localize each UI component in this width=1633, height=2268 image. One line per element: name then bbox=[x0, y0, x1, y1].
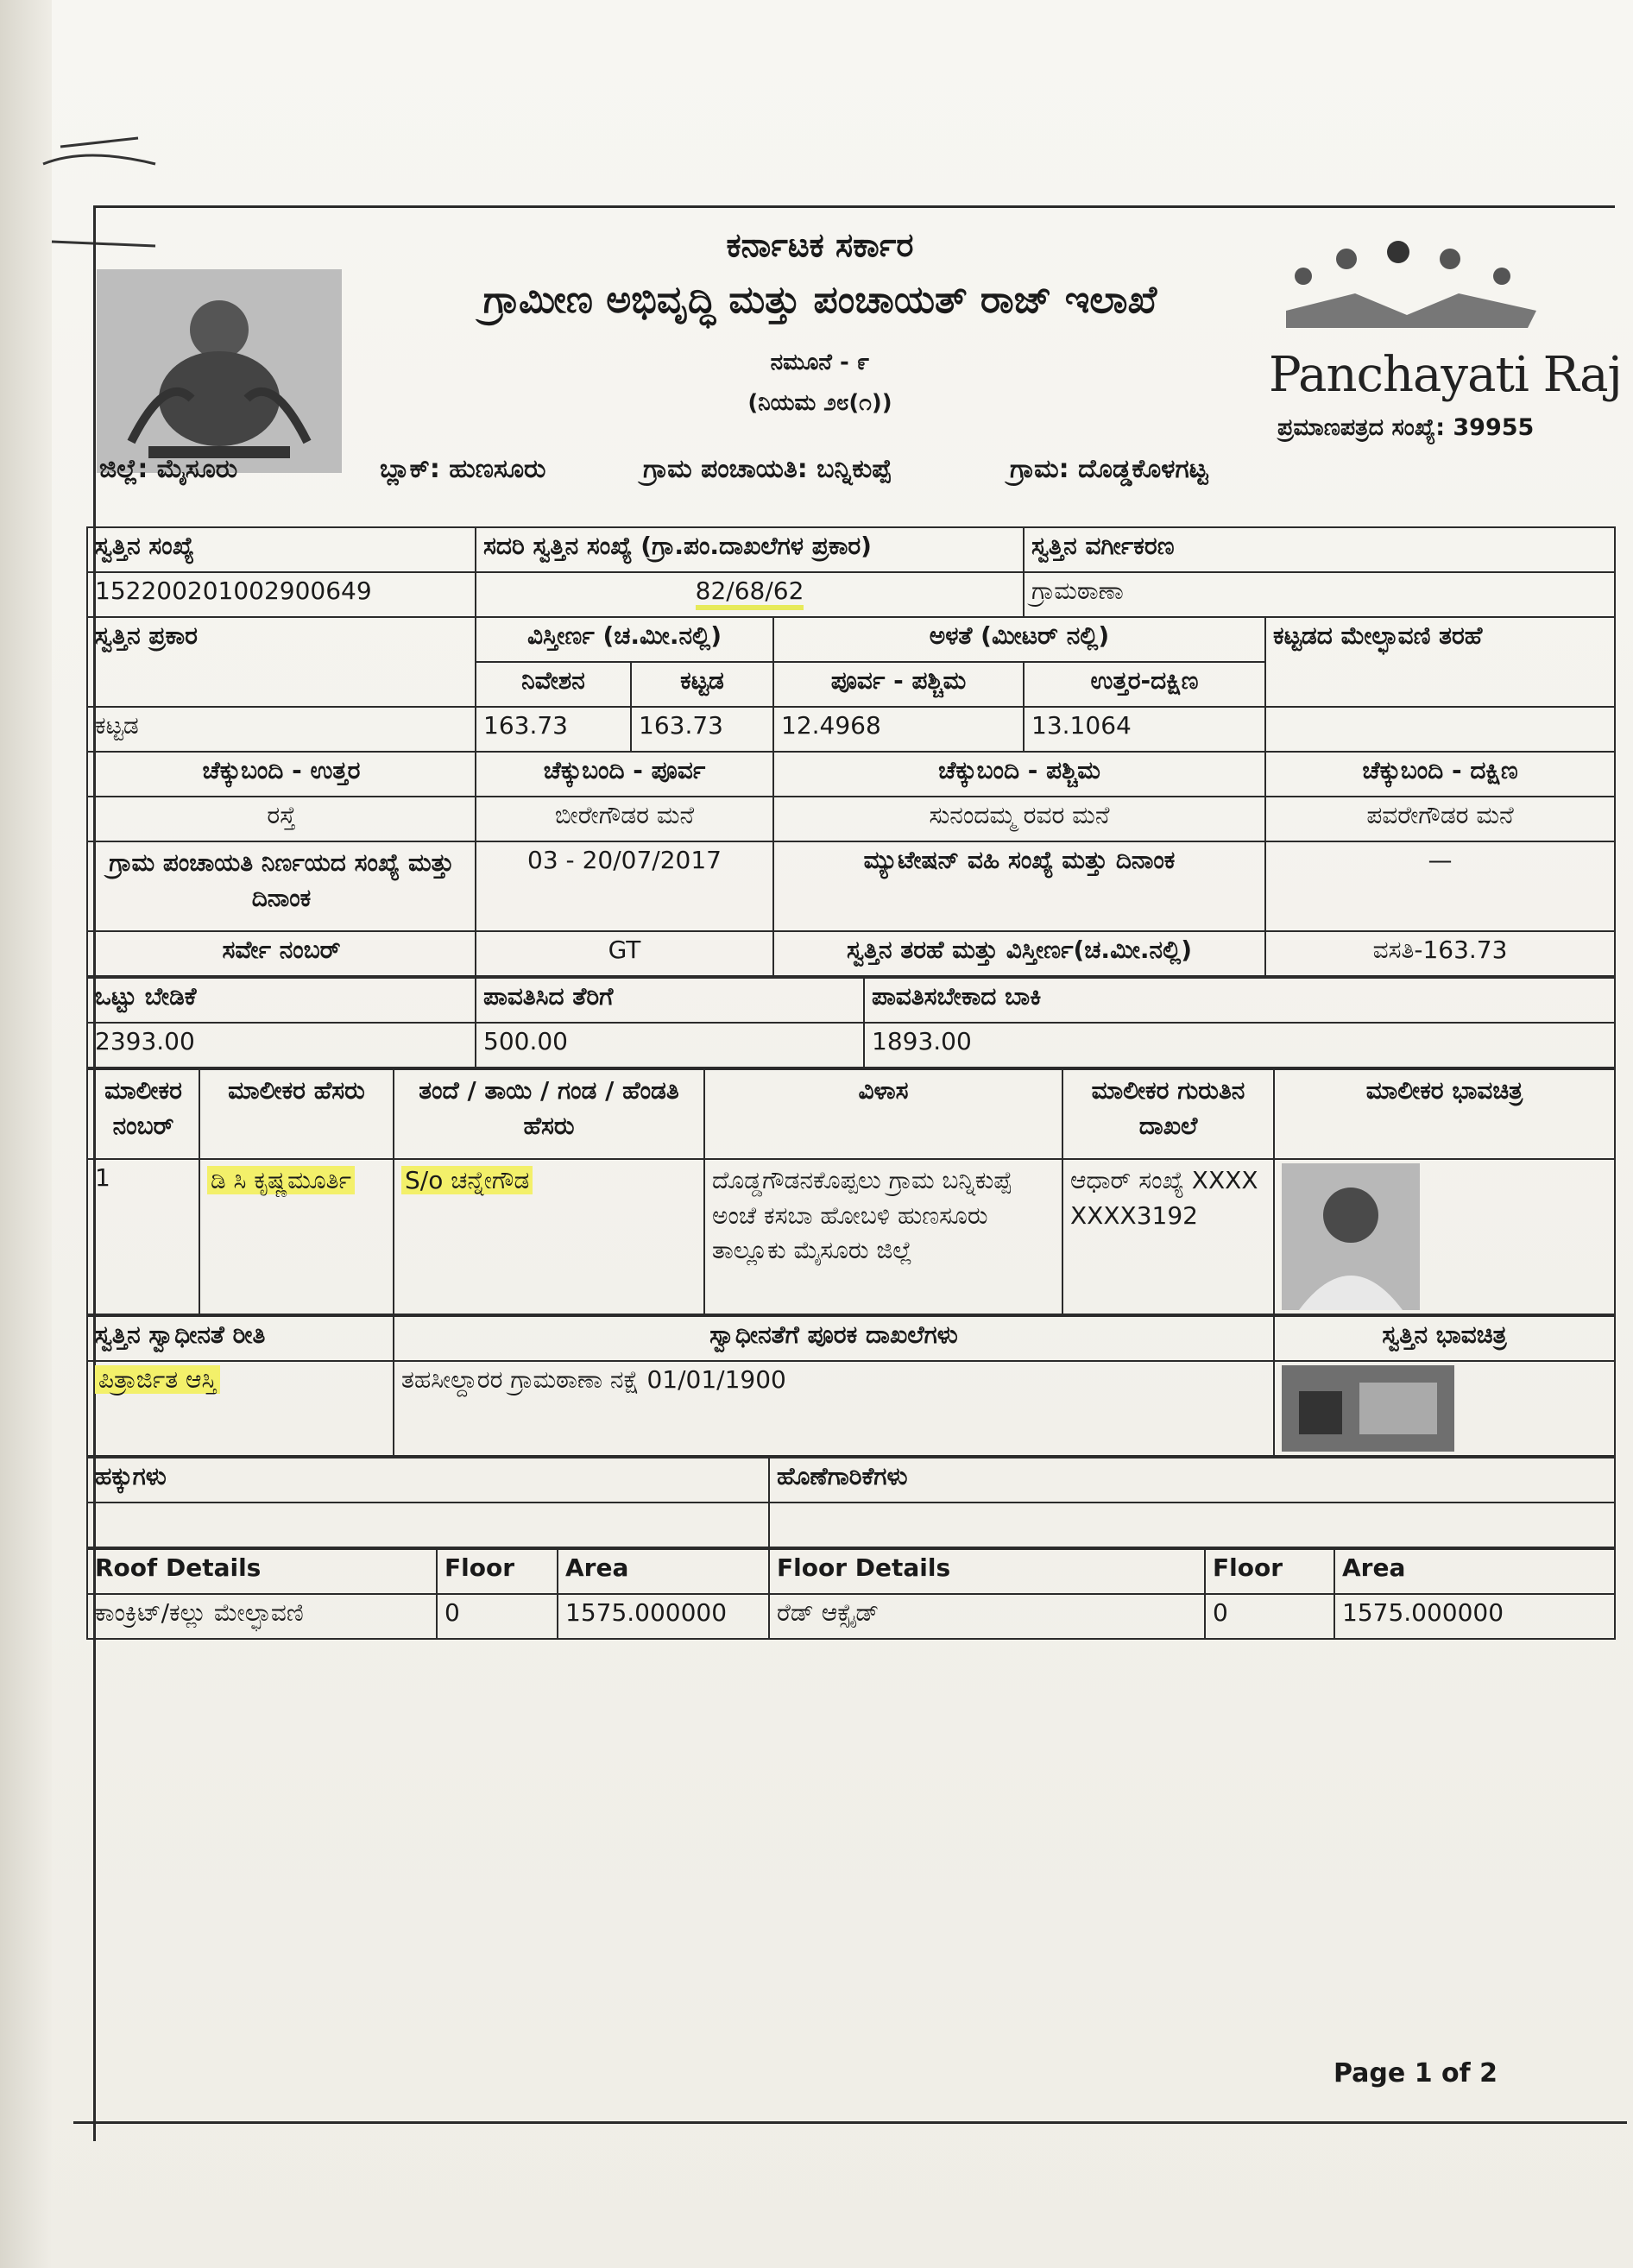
owner-number-header: ಮಾಲೀಕರ ನಂಬರ್ bbox=[87, 1069, 199, 1159]
survey-value: GT bbox=[476, 931, 773, 976]
gram-panchayat: ಗ್ರಾಮ ಪಂಚಾಯತಿ: ಬನ್ನಿಕುಪ್ಪೆ bbox=[643, 454, 892, 484]
owner-photo-cell bbox=[1274, 1159, 1615, 1314]
resolution-label: ಗ್ರಾಮ ಪಂಚಾಯತಿ ನಿರ್ಣಯದ ಸಂಖ್ಯೆ ಮತ್ತು ದಿನಾಂಕ bbox=[87, 841, 476, 931]
owner-photo-header: ಮಾಲೀಕರ ಭಾವಚಿತ್ರ bbox=[1274, 1069, 1615, 1159]
building-area-value: 163.73 bbox=[631, 707, 773, 752]
roof-area: 1575.000000 bbox=[558, 1594, 769, 1639]
owner-id-document: ಆಧಾರ್ ಸಂಖ್ಯೆ XXXXXXXX3192 bbox=[1062, 1159, 1274, 1314]
east-boundary-value: ಬೀರೇಗೌಡರ ಮನೆ bbox=[476, 797, 773, 841]
site-area-value: 163.73 bbox=[476, 707, 631, 752]
block: ಬ್ಲಾಕ್: ಹುಣಸೂರು bbox=[380, 454, 546, 484]
owners-table bbox=[86, 1068, 1616, 1315]
property-kind-label: ಸ್ವತ್ತಿನ ತರಹೆ ಮತ್ತು ವಿಸ್ತೀರ್ಣ(ಚ.ಮೀ.ನಲ್ಲಿ) bbox=[773, 931, 1265, 976]
panchayati-raj-logo-text: Panchayati Raj bbox=[1269, 347, 1622, 403]
property-id-value: 152200201002900649 bbox=[87, 572, 476, 617]
acquisition-docs: ತಹಸೀಲ್ದಾರರ ಗ್ರಾಮಠಾಣಾ ನಕ್ಷೆ 01/01/1900 bbox=[394, 1361, 1274, 1456]
survey-label: ಸರ್ವೇ ನಂಬರ್ bbox=[87, 931, 476, 976]
rights-table bbox=[86, 1457, 1616, 1548]
acquisition-method: ಪಿತ್ರಾರ್ಜಿತ ಆಸ್ತಿ bbox=[95, 1365, 220, 1394]
owner-relation-cell bbox=[394, 1159, 704, 1314]
north-south-value: 13.1064 bbox=[1024, 707, 1265, 752]
south-boundary-value: ಪವರೇಗೌಡರ ಮನೆ bbox=[1265, 797, 1615, 841]
owner-id-header: ಮಾಲೀಕರ ಗುರುತಿನ ದಾಖಲೆ bbox=[1062, 1069, 1274, 1159]
rights-value bbox=[87, 1503, 769, 1547]
owner-address-header: ವಿಳಾಸ bbox=[704, 1069, 1062, 1159]
owner-photo bbox=[1282, 1163, 1420, 1310]
acquisition-docs-label: ಸ್ವಾಧೀನತೆಗೆ ಪೂರಕ ದಾಖಲೆಗಳು bbox=[394, 1316, 1274, 1361]
rights-label: ಹಕ್ಕುಗಳು bbox=[87, 1458, 769, 1503]
east-west-label: ಪೂರ್ವ - ಪಶ್ಚಿಮ bbox=[773, 662, 1024, 707]
north-south-label: ಉತ್ತರ-ದಕ್ಷಿಣ bbox=[1024, 662, 1265, 707]
dimension-label: ಅಳತೆ (ಮೀಟರ್ ನಲ್ಲಿ) bbox=[773, 617, 1265, 662]
floor-area: 1575.000000 bbox=[1334, 1594, 1615, 1639]
mutation-value: — bbox=[1265, 841, 1615, 931]
property-record-table bbox=[86, 526, 1614, 1640]
owner-name-cell bbox=[199, 1159, 394, 1314]
old-number-label: ಸದರಿ ಸ್ವತ್ತಿನ ಸಂಖ್ಯೆ (ಗ್ರಾ.ಪಂ.ದಾಖಲೆಗಳ ಪ್ರಕಾರ) bbox=[476, 527, 1024, 572]
floor-details-header: Floor Details bbox=[769, 1549, 1205, 1594]
liabilities-label: ಹೊಣೆಗಾರಿಕೆಗಳು bbox=[769, 1458, 1615, 1503]
property-type-value: ಕಟ್ಟಡ bbox=[87, 707, 476, 752]
page-shadow bbox=[0, 0, 52, 2268]
owner-name: ಡಿ ಸಿ ಕೃಷ್ಣಮೂರ್ತಿ bbox=[207, 1166, 355, 1194]
village: ಗ್ರಾಮ: ದೊಡ್ಡಕೊಳಗಟ್ಟ bbox=[1010, 454, 1208, 484]
roof-area-header: Area bbox=[558, 1549, 769, 1594]
bottom-rule bbox=[73, 2121, 1627, 2124]
panchayati-raj-logo-icon bbox=[1269, 233, 1554, 354]
roof-type-value bbox=[1265, 707, 1615, 752]
page-number: Page 1 of 2 bbox=[1334, 2058, 1497, 2088]
paid-tax-value: 500.00 bbox=[476, 1023, 864, 1068]
liabilities-value bbox=[769, 1503, 1615, 1547]
east-west-value: 12.4968 bbox=[773, 707, 1024, 752]
roof-floor-header: Floor bbox=[437, 1549, 558, 1594]
department-title: ಗ್ರಾಮೀಣ ಅಭಿವೃದ್ಧಿ ಮತ್ತು ಪಂಚಾಯತ್ ರಾಜ್ ಇಲಾಖೆ bbox=[482, 278, 1157, 322]
paid-tax-label: ಪಾವತಿಸಿದ ತೆರಿಗೆ bbox=[476, 978, 864, 1023]
owner-relation-header: ತಂದೆ / ತಾಯಿ / ಗಂಡ / ಹೆಂಡತಿ ಹೆಸರು bbox=[394, 1069, 704, 1159]
property-photo-cell bbox=[1274, 1361, 1615, 1456]
tax-table bbox=[86, 977, 1616, 1068]
north-boundary-value: ರಸ್ತೆ bbox=[87, 797, 476, 841]
balance-value: 1893.00 bbox=[864, 1023, 1615, 1068]
table-row bbox=[87, 1594, 1615, 1639]
owner-address: ದೊಡ್ಡಗೌಡನಕೊಪ್ಪಲು ಗ್ರಾಮ ಬನ್ನಿಕುಪ್ಪೆ ಅಂಚೆ ಕಸಬಾ ಹೋಬಳಿ ಹುಣಸೂರು ತಾಲ್ಲೂಕು ಮೈಸೂರು ಜಿಲ್ಲೆ bbox=[704, 1159, 1062, 1314]
west-boundary-value: ಸುನಂದಮ್ಮ ರವರ ಮನೆ bbox=[773, 797, 1265, 841]
owner-number: 1 bbox=[87, 1159, 199, 1314]
classification-value: ಗ್ರಾಮಠಾಣಾ bbox=[1024, 572, 1615, 617]
property-photo bbox=[1282, 1365, 1454, 1452]
form-number: ನಮೂನೆ - ೯ bbox=[770, 350, 870, 375]
roof-floor: 0 bbox=[437, 1594, 558, 1639]
acquisition-table bbox=[86, 1315, 1616, 1457]
karnataka-emblem-icon bbox=[97, 269, 342, 473]
resolution-value: 03 - 20/07/2017 bbox=[476, 841, 773, 931]
old-number-cell bbox=[476, 572, 1024, 617]
certificate-number: ಪ್ರಮಾಣಪತ್ರದ ಸಂಖ್ಯೆ: 39955 bbox=[1277, 414, 1535, 441]
govt-title: ಕರ್ನಾಟಕ ಸರ್ಕಾರ bbox=[726, 226, 914, 264]
site-label: ನಿವೇಶನ bbox=[476, 662, 631, 707]
district: ಜಿಲ್ಲೆ: ಮೈಸೂರು bbox=[99, 454, 238, 484]
classification-label: ಸ್ವತ್ತಿನ ವರ್ಗೀಕರಣ bbox=[1024, 527, 1615, 572]
property-kind-value: ವಸತಿ-163.73 bbox=[1265, 931, 1615, 976]
mutation-label: ಮ್ಯುಟೇಷನ್ ವಹಿ ಸಂಖ್ಯೆ ಮತ್ತು ದಿನಾಂಕ bbox=[773, 841, 1265, 931]
area-label: ವಿಸ್ತೀರ್ಣ (ಚ.ಮೀ.ನಲ್ಲಿ) bbox=[476, 617, 773, 662]
south-boundary-label: ಚೆಕ್ಕುಬಂದಿ - ದಕ್ಷಿಣ bbox=[1265, 752, 1615, 797]
owner-name-header: ಮಾಲೀಕರ ಹೆಸರು bbox=[199, 1069, 394, 1159]
floor-area-header: Area bbox=[1334, 1549, 1615, 1594]
property-id-label: ಸ್ವತ್ತಿನ ಸಂಖ್ಯೆ bbox=[87, 527, 476, 572]
table-row bbox=[87, 1159, 1615, 1314]
acquisition-method-label: ಸ್ವತ್ತಿನ ಸ್ವಾಧೀನತೆ ರೀತಿ bbox=[87, 1316, 394, 1361]
floor-type: ರೆಡ್ ಆಕ್ಸೈಡ್ bbox=[769, 1594, 1205, 1639]
building-label: ಕಟ್ಟಡ bbox=[631, 662, 773, 707]
rule-number: (ನಿಯಮ ೨೮(೧)) bbox=[747, 390, 892, 416]
west-boundary-label: ಚೆಕ್ಕುಬಂದಿ - ಪಶ್ಚಿಮ bbox=[773, 752, 1265, 797]
east-boundary-label: ಚೆಕ್ಕುಬಂದಿ - ಪೂರ್ವ bbox=[476, 752, 773, 797]
total-demand-label: ಒಟ್ಟು ಬೇಡಿಕೆ bbox=[87, 978, 476, 1023]
roof-type: ಕಾಂಕ್ರಿಟ್/ಕಲ್ಲು ಮೇಲ್ಛಾವಣಿ bbox=[87, 1594, 437, 1639]
floor-floor-header: Floor bbox=[1205, 1549, 1334, 1594]
property-photo-label: ಸ್ವತ್ತಿನ ಭಾವಚಿತ್ರ bbox=[1274, 1316, 1615, 1361]
construction-details-table bbox=[86, 1548, 1616, 1640]
acquisition-method-cell bbox=[87, 1361, 394, 1456]
property-type-label: ಸ್ವತ್ತಿನ ಪ್ರಕಾರ bbox=[87, 617, 476, 707]
old-number-value: 82/68/62 bbox=[696, 576, 804, 610]
total-demand-value: 2393.00 bbox=[87, 1023, 476, 1068]
owner-relation: S/o ಚನ್ನೇಗೌಡ bbox=[401, 1166, 533, 1194]
roof-type-label: ಕಟ್ಟಡದ ಮೇಲ್ಛಾವಣಿ ತರಹೆ bbox=[1265, 617, 1615, 707]
balance-label: ಪಾವತಿಸಬೇಕಾದ ಬಾಕಿ bbox=[864, 978, 1615, 1023]
floor-floor: 0 bbox=[1205, 1594, 1334, 1639]
roof-details-header: Roof Details bbox=[87, 1549, 437, 1594]
north-boundary-label: ಚೆಕ್ಕುಬಂದಿ - ಉತ್ತರ bbox=[87, 752, 476, 797]
